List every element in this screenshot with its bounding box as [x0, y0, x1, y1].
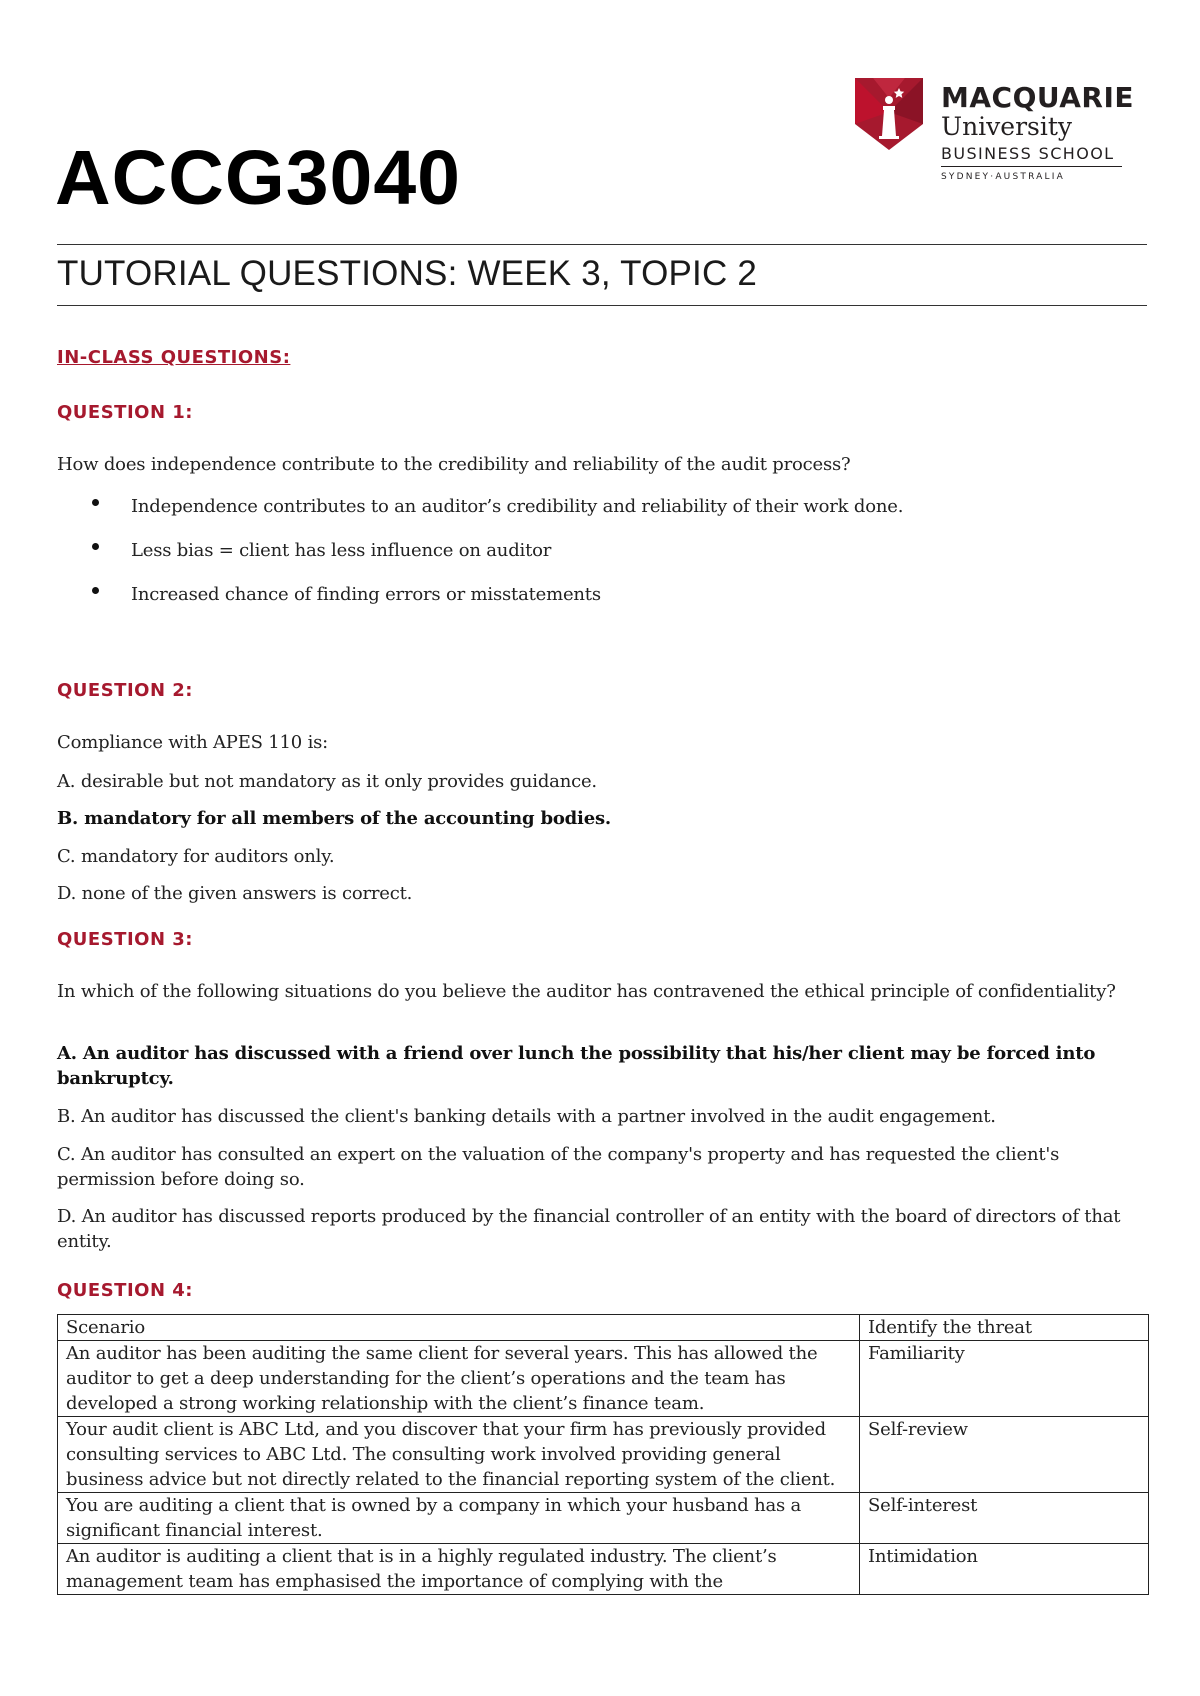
column-header-threat: Identify the threat: [860, 1315, 1149, 1341]
scenario-cell: You are auditing a client that is owned by a company in which your husband has a significant financial interest.: [58, 1493, 860, 1544]
bullet-marker: [92, 587, 99, 594]
logo-location-text: SYDNEY·AUSTRALIA: [941, 172, 1065, 182]
option-a: A. desirable but not mandatory as it only provides guidance.: [57, 771, 597, 792]
macquarie-logo: [855, 78, 1135, 183]
option-d: D. An auditor has discussed reports produced by the financial controller of an entity with the board of directors of that entity.: [57, 1206, 1121, 1252]
question-2-heading: QUESTION 2:: [57, 680, 194, 701]
option-d: D. none of the given answers is correct.: [57, 883, 413, 904]
threat-cell: Intimidation: [860, 1544, 1149, 1595]
bullet-marker: [92, 543, 99, 550]
section-heading: IN-CLASS QUESTIONS:: [57, 347, 291, 368]
course-code: ACCG3040: [55, 135, 462, 221]
threat-cell: Self-review: [860, 1417, 1149, 1493]
option-b: B. An auditor has discussed the client's banking details with a partner involved in the audit engagement.: [57, 1106, 996, 1127]
header-divider-bottom: [57, 305, 1147, 306]
lighthouse-shield-icon: [855, 78, 923, 150]
question-4-heading: QUESTION 4:: [57, 1280, 194, 1301]
logo-brand-text: MACQUARIE: [941, 81, 1135, 114]
scenario-cell: An auditor is auditing a client that is in a highly regulated industry. The client’s management team has emphasised the importance of complying with the: [58, 1544, 860, 1595]
answer-bullet: Independence contributes to an auditor’s credibility and reliability of their work done.: [131, 496, 904, 517]
table-row: [58, 1493, 1149, 1544]
option-c: C. mandatory for auditors only.: [57, 846, 335, 867]
question-1-text: How does independence contribute to the credibility and reliability of the audit process?: [57, 454, 851, 475]
threats-table: [57, 1314, 1149, 1595]
question-2-text: Compliance with APES 110 is:: [57, 732, 329, 753]
answer-bullet: Less bias = client has less influence on auditor: [131, 540, 552, 561]
header-divider-top: [57, 244, 1147, 245]
bullet-marker: [92, 499, 99, 506]
answer-bullet: Increased chance of finding errors or misstatements: [131, 584, 601, 605]
table-row: [58, 1417, 1149, 1493]
table-row: [58, 1544, 1149, 1595]
threat-cell: Familiarity: [860, 1341, 1149, 1417]
column-header-scenario: Scenario: [58, 1315, 860, 1341]
logo-university-text: University: [941, 112, 1073, 141]
table-row: [58, 1341, 1149, 1417]
threat-cell: Self-interest: [860, 1493, 1149, 1544]
option-a-correct: A. An auditor has discussed with a friend over lunch the possibility that his/her client may be forced into bankruptcy.: [57, 1043, 1096, 1089]
question-1-heading: QUESTION 1:: [57, 402, 194, 423]
option-b-correct: B. mandatory for all members of the accounting bodies.: [57, 808, 611, 829]
table-header-row: [58, 1315, 1149, 1341]
logo-school-text: BUSINESS SCHOOL: [941, 144, 1115, 163]
question-3-text: In which of the following situations do you believe the auditor has contravened the ethical principle of confidentiality?: [57, 981, 1116, 1002]
option-c: C. An auditor has consulted an expert on the valuation of the company's property and has requested the client's permission before doing so.: [57, 1144, 1060, 1190]
scenario-cell: An auditor has been auditing the same client for several years. This has allowed the auditor to get a deep understanding for the client’s operations and the team has developed a strong working relationship with the client’s finance team.: [58, 1341, 860, 1417]
logo-divider: [941, 166, 1122, 167]
page-subtitle: TUTORIAL QUESTIONS: WEEK 3, TOPIC 2: [57, 254, 758, 293]
scenario-cell: Your audit client is ABC Ltd, and you discover that your firm has previously provided consulting services to ABC Ltd. The consulting work involved providing general business advice but not directly related to the financial reporting system of the client.: [58, 1417, 860, 1493]
question-3-heading: QUESTION 3:: [57, 929, 194, 950]
